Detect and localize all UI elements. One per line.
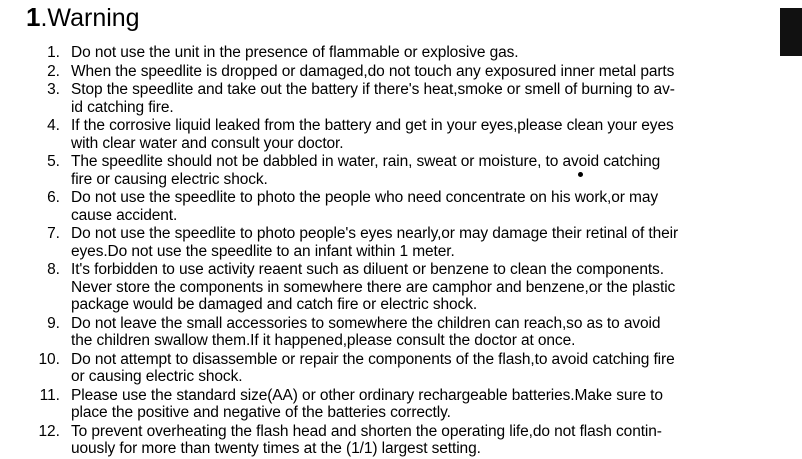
list-item [30, 351, 786, 386]
page-title-number: 1 [26, 2, 41, 32]
list-item-line: Please use the standard size(AA) or other ordinary rechargeable batteries.Make sure to [71, 386, 663, 404]
list-item-line: Do not use the speedlite to photo people's eyes nearly,or may damage their retinal of their [71, 225, 679, 242]
list-item [30, 117, 786, 152]
list-item-line: uously for more than twenty times at the (1/1) largest setting. [71, 440, 481, 457]
scan-artifact-speck [578, 172, 583, 177]
list-item-line: id catching fire. [71, 98, 174, 116]
list-item-line: Do not use the unit in the presence of flammable or explosive gas. [71, 44, 519, 61]
list-item-line: To prevent overheating the flash head and shorten the operating life,do not flash contin- [71, 422, 662, 440]
list-item-line: If the corrosive liquid leaked from the battery and get in your eyes,please clean your eyes [71, 117, 674, 134]
list-item [30, 153, 786, 188]
list-item-marker: 6. [47, 189, 60, 206]
list-item-line: place the positive and negative of the batteries correctly. [71, 404, 451, 421]
list-item-marker: 12. [38, 422, 60, 440]
list-item-line: cause accident. [71, 206, 178, 224]
list-item [30, 44, 786, 62]
list-item-text [60, 117, 786, 152]
list-item-text [60, 81, 786, 116]
list-item-line: Do not attempt to disassemble or repair the components of the flash,to avoid catching fire [71, 350, 675, 368]
list-item-marker: 1. [47, 44, 60, 61]
list-item [30, 261, 786, 314]
list-item-line: It's forbidden to use activity reaent such as diluent or benzene to clean the components. [71, 261, 664, 278]
page-title-separator: . [40, 4, 48, 32]
list-item-text [60, 351, 786, 386]
list-item-text [60, 261, 786, 314]
list-item-line: package would be damaged and catch fire or electric shock. [71, 296, 478, 313]
list-item-text [60, 189, 786, 224]
list-item [30, 81, 786, 116]
list-item-text [60, 315, 786, 350]
list-item [30, 225, 786, 260]
list-item-marker: 4. [47, 117, 60, 134]
list-item-line: Do not use the speedlite to photo the people who need concentrate on his work,or may [71, 189, 659, 206]
list-item-marker: 11. [39, 386, 60, 404]
page-title-text: Warning [47, 4, 140, 32]
list-item-marker: 9. [47, 314, 60, 332]
list-item-line: The speedlite should not be dabbled in water, rain, sweat or moisture, to avoid catching [71, 153, 661, 170]
list-item-text [60, 387, 786, 422]
list-item-line: or causing electric shock. [71, 368, 243, 385]
list-item-text [60, 423, 786, 458]
list-item-marker: 8. [47, 261, 60, 278]
list-item-marker: 3. [47, 81, 60, 98]
list-item-text [60, 225, 786, 260]
list-item-marker: 7. [47, 225, 60, 242]
list-item-marker: 2. [47, 62, 60, 80]
list-item [30, 423, 786, 458]
page-title [26, 2, 140, 33]
list-item-text [60, 44, 786, 62]
list-item-line: the children swallow them.If it happened,please consult the doctor at once. [71, 332, 576, 349]
list-item-marker: 5. [47, 153, 60, 170]
list-item-line: Stop the speedlite and take out the battery if there's heat,smoke or smell of burning to av- [71, 81, 675, 98]
list-item-line: with clear water and consult your doctor. [71, 134, 344, 152]
list-item-marker: 10. [38, 350, 60, 368]
list-item-text [60, 63, 786, 81]
list-item-text [60, 153, 786, 188]
list-item [30, 189, 786, 224]
warning-list [30, 44, 786, 459]
list-item-line: When the speedlite is dropped or damaged,do not touch any exposured inner metal parts [71, 62, 675, 80]
list-item [30, 387, 786, 422]
list-item-line: fire or causing electric shock. [71, 170, 268, 188]
list-item-line: eyes.Do not use the speedlite to an infant within 1 meter. [71, 242, 455, 260]
list-item-line: Never store the components in somewhere there are camphor and benzene,or the plastic [71, 278, 676, 296]
list-item [30, 63, 786, 81]
list-item [30, 315, 786, 350]
list-item-line: Do not leave the small accessories to somewhere the children can reach,so as to avoid [71, 314, 661, 332]
